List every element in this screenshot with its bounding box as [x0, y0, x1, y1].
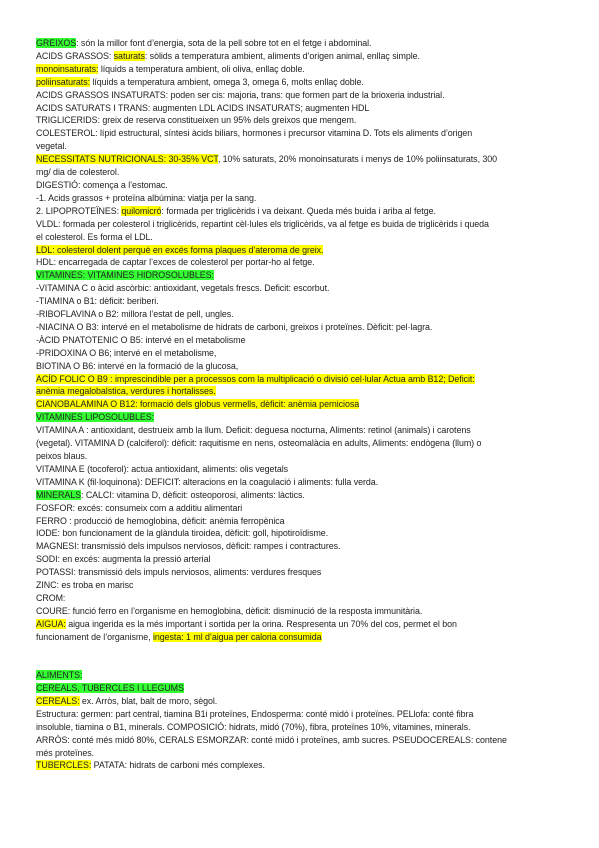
text-line — [36, 424, 570, 437]
text-segment: -1. Acids grassos + proteïna albúmina: viatja per la sang. — [36, 192, 257, 203]
text-line — [36, 114, 570, 127]
green-highlight-text: VITAMINES: VITAMINES HIDROSOLUBLES: — [36, 270, 214, 281]
text-line — [36, 37, 570, 50]
text-line — [36, 127, 570, 140]
text-line — [36, 618, 570, 631]
text-segment: (vegetal). VITAMINA D (calciferol): dèficit: raquitisme en nens, osteomalàcia en adults, Aliments: endògena (llum) o — [36, 438, 482, 449]
document-page — [36, 37, 570, 772]
text-segment: POTASSI: transmissió dels impuls nerviosos, aliments: verdures fresques — [36, 567, 322, 578]
text-line — [36, 631, 570, 644]
text-segment: VITAMINA K (fil·loquinona): DEFICIT: alteracions en la coagulació i aliments: fulla verda. — [36, 476, 379, 487]
text-segment: , 10% saturats, 20% monoinsaturats i menys de 10% poliinsaturats, 300 — [217, 154, 498, 165]
green-highlight-text: ALIMENTS: — [36, 670, 83, 681]
text-line — [36, 721, 570, 734]
text-segment: ARRÒS: conté més midó 80%, CERALS ESMORZAR: conté midó i proteïnes, amb sucres. PSEUDOCEREALS: contene — [36, 734, 507, 745]
green-highlight-text: CEREALS, TUBERCLES I LLEGUMS — [36, 683, 184, 693]
text-segment: SODI: en excés: augmenta la pressió arterial — [36, 554, 211, 565]
yellow-highlight-text: CIANOBALAMINA O B12: formació dels globus vermells, dèficit: anèmia perniciosa — [36, 399, 360, 410]
text-segment: MAGNESI: transmissió dels impulsos nerviosos, dèficit: rampes i contractures. — [36, 541, 341, 552]
text-line — [36, 437, 570, 450]
text-line — [36, 759, 570, 772]
text-segment: VITAMINA A : antioxidant, destrueix amb la llum. Deficit: deguesa nocturna, Aliments: retinol (animals) i carotens — [36, 425, 471, 436]
text-segment: PATATA: hidrats de carboni més complexes. — [91, 760, 265, 771]
text-segment: ACIDS GRASSOS INSATURATS: poden ser cis: majoria, trans: que formen part de la brioxeria industrial. — [36, 89, 445, 100]
text-line — [36, 489, 570, 502]
text-line — [36, 579, 570, 592]
text-segment: VITAMINA E (tocoferol): actua antioxidant, aliments: olis vegetals — [36, 463, 289, 474]
text-line — [36, 244, 570, 257]
text-line — [36, 360, 570, 373]
text-segment: HDL: encarregada de captar l’exces de colesterol per portar-ho al fetge. — [36, 257, 315, 268]
text-segment: peixos blaus. — [36, 451, 88, 461]
yellow-highlight-text: quilomicró — [121, 205, 162, 216]
text-segment: ACIDS SATURATS I TRANS: augmenten LDL ACIDS INSATURATS; augmenten HDL — [36, 102, 370, 113]
text-segment: vegetal. — [36, 141, 67, 152]
text-line — [36, 282, 570, 295]
text-segment: COURE: funció ferro en l’organisme en hemoglobina, dèficit: disminució de la resposta immunitària. — [36, 605, 423, 616]
text-segment: funcionament de l’organisme, — [36, 631, 153, 642]
text-line — [36, 669, 570, 682]
yellow-highlight-text: TUBERCLES: — [36, 760, 92, 771]
text-line — [36, 463, 570, 476]
text-segment: CROM: — [36, 592, 66, 603]
text-line — [36, 321, 570, 334]
green-highlight-text: MINERALS — [36, 489, 81, 500]
text-segment: líquids a temperatura ambient, omega 3, omega 6, molts enllaç doble. — [90, 76, 364, 87]
text-line — [36, 334, 570, 347]
text-line — [36, 347, 570, 360]
text-line — [36, 476, 570, 489]
text-segment: COLESTEROL: lípid estructural, síntesi àcids biliars, hormones i precursor vitamina D. Tots els aliments d’origen — [36, 128, 473, 139]
text-line — [36, 373, 570, 386]
yellow-highlight-text: CEREALS: — [36, 695, 80, 706]
text-line — [36, 734, 570, 747]
text-line — [36, 192, 570, 205]
text-line — [36, 592, 570, 605]
green-highlight-text: VITAMINES LIPOSOLUBLES: — [36, 412, 155, 423]
text-line — [36, 398, 570, 411]
text-segment: ex. Arròs, blat, balt de moro, sègol. — [79, 695, 218, 706]
text-line — [36, 385, 570, 398]
text-segment: TRIGLICERIDS: greix de reserva constitueixen un 95% dels greixos que mengem. — [36, 115, 357, 126]
green-highlight-text: GREIXOS — [36, 38, 77, 48]
text-segment: més proteïnes. — [36, 747, 95, 758]
text-line — [36, 50, 570, 63]
yellow-highlight-text: poliinsaturats: — [36, 76, 91, 87]
text-line — [36, 502, 570, 515]
text-segment: -TIAMINA o B1: dèficit: beriberi. — [36, 296, 159, 307]
text-line — [36, 231, 570, 244]
text-line — [36, 218, 570, 231]
text-segment: FOSFOR: excés: consumeix com a additiu alimentari — [36, 502, 243, 513]
text-line — [36, 553, 570, 566]
yellow-highlight-text: monoinsaturats: — [36, 63, 99, 74]
text-segment: : CALCI: vitamina D, dèficit: osteoporosi, aliments: làctics. — [80, 489, 305, 500]
yellow-highlight-text: NECESSITATS NUTRICIONALS: 30-35% VCT — [36, 154, 218, 165]
text-segment: -NIACINA O B3: intervé en el metabolisme de hidrats de carboni, greixos i proteïnes. Dèficit: pel·lagra. — [36, 321, 433, 332]
text-line — [36, 411, 570, 424]
text-line — [36, 605, 570, 618]
text-segment: -VITAMINA C o àcid ascòrbic: antioxidant, vegetals frescs. Deficit: escorbut. — [36, 283, 330, 294]
text-segment: mg/ dia de colesterol. — [36, 167, 120, 178]
text-line — [36, 153, 570, 166]
text-segment: Estructura: germen: part central, tiamina B1i proteïnes, Endosperma: conté midó i proteïnes. PELlofa: conté fibra — [36, 708, 474, 719]
text-line — [36, 695, 570, 708]
text-line — [36, 205, 570, 218]
text-line — [36, 682, 570, 695]
section-spacer — [36, 644, 570, 670]
text-segment: insoluble, tiamina o B1, minerals. COMPOSICIÓ: hidrats, midó (70%), fibra, proteïnes 10%, vitamines, minerals. — [36, 721, 471, 732]
yellow-highlight-text: anèmia megalobalstica, verdures i hortalisses. — [36, 386, 216, 397]
text-line — [36, 308, 570, 321]
yellow-highlight-text: saturats — [113, 50, 145, 61]
text-line — [36, 63, 570, 76]
text-line — [36, 166, 570, 179]
text-segment: -PRIDOXINA O B6; intervé en el metabolisme, — [36, 347, 217, 358]
text-segment: DIGESTIÓ: comença a l’estomac. — [36, 179, 168, 190]
text-line — [36, 76, 570, 89]
yellow-highlight-text: ingesta: 1 ml d’aigua per caloria consumida — [152, 631, 322, 642]
text-line — [36, 295, 570, 308]
text-segment: : són la millor font d’energia, sota de la pell sobre tot en el fetge i abdominal. — [76, 38, 372, 48]
text-line — [36, 527, 570, 540]
text-line — [36, 256, 570, 269]
text-segment: IODE: bon funcionament de la glàndula tiroidea, dèficit: goll, hipotiroïdisme. — [36, 528, 329, 539]
text-segment: -ÀCID PNATOTENIC O B5: intervé en el metabolisme — [36, 334, 246, 345]
text-line — [36, 566, 570, 579]
text-line — [36, 269, 570, 282]
text-line — [36, 140, 570, 153]
text-line — [36, 89, 570, 102]
text-segment: ACIDS GRASSOS: — [36, 50, 114, 61]
text-line — [36, 179, 570, 192]
text-segment: VLDL: formada per colesterol i triglicèrids, repartint cèl·lules els triglicèrids, va al fetge es buida de triglicèrids i queda — [36, 218, 489, 229]
text-segment: 2. LIPOPROTEÏNES: — [36, 205, 122, 216]
text-segment: aigua ingerida es la més important i sortida per la orina. Respresenta un 70% del cos, permet el bon — [65, 618, 457, 629]
text-line — [36, 540, 570, 553]
text-line — [36, 708, 570, 721]
text-segment: : sòlids a temperatura ambient, aliments d’origen animal, enllaç simple. — [144, 50, 420, 61]
yellow-highlight-text: AIGUA: — [36, 618, 66, 629]
text-segment: : formada per triglicèrids i va deixant. Queda més buida i ariba al fetge. — [161, 205, 436, 216]
text-line — [36, 450, 570, 463]
text-segment: FERRO : producció de hemoglobina, dèficit: anèmia ferropènica — [36, 515, 285, 526]
text-line — [36, 515, 570, 528]
text-line — [36, 102, 570, 115]
text-line — [36, 747, 570, 760]
yellow-highlight-text: LDL: colesterol dolent perquè en excés forma plaques d’ateroma de greix. — [36, 244, 324, 255]
text-segment: líquids a temperatura ambient, oli oliva, enllaç doble. — [98, 63, 305, 74]
text-segment: el colesterol. Es forma el LDL. — [36, 231, 153, 242]
yellow-highlight-text: ACÍD FOLIC O B9 : imprescindible per a processos com la multiplicació o divisió cel·lular Actua amb B12; Deficit: — [36, 373, 475, 384]
text-segment: -RIBOFLAVINA o B2: millora l’estat de pell, ungles. — [36, 309, 234, 320]
text-segment: BIOTINA O B6: intervé en la formació de la glucosa, — [36, 360, 239, 371]
text-segment: ZINC: es troba en marisc — [36, 580, 134, 591]
